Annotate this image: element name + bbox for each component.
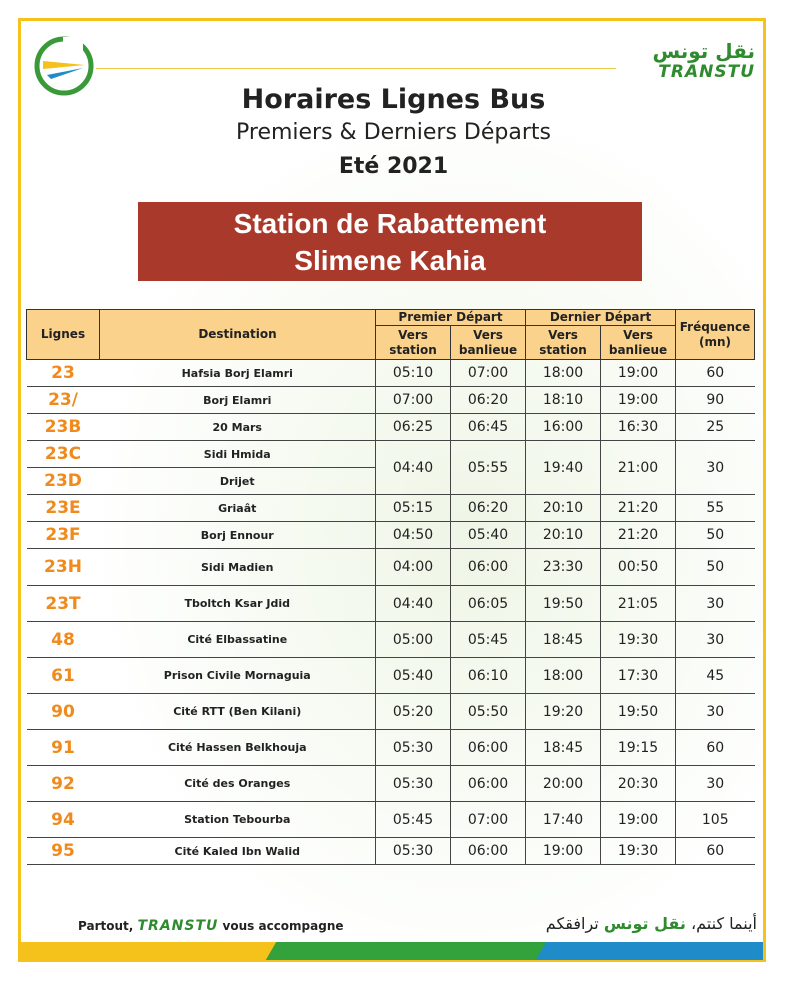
dernier-vers-station: 19:20 — [526, 694, 601, 730]
line-number: 91 — [27, 730, 100, 766]
header-vers-banlieue: Vers banlieue — [601, 326, 676, 360]
frequence: 60 — [676, 838, 755, 865]
dernier-vers-banlieue: 19:30 — [601, 622, 676, 658]
dernier-vers-banlieue: 21:20 — [601, 522, 676, 549]
dernier-vers-banlieue: 20:30 — [601, 766, 676, 802]
dernier-vers-banlieue: 21:05 — [601, 586, 676, 622]
dernier-vers-banlieue: 00:50 — [601, 549, 676, 586]
page-title: Horaires Lignes Bus — [241, 84, 546, 115]
dernier-vers-station: 19:00 — [526, 838, 601, 865]
line-number: 23T — [27, 586, 100, 622]
footer-ar-post: ترافقكم — [545, 914, 604, 933]
premier-vers-station: 05:00 — [376, 622, 451, 658]
table-row — [27, 766, 755, 802]
band-yellow — [21, 942, 281, 960]
dernier-vers-station: 18:45 — [526, 622, 601, 658]
page-subtitle: Premiers & Derniers Départs — [236, 120, 551, 145]
premier-vers-station: 07:00 — [376, 387, 451, 414]
table-row — [27, 387, 755, 414]
footer-ar-brand: نقل تونس — [603, 914, 686, 933]
dernier-vers-banlieue: 19:50 — [601, 694, 676, 730]
brand-latin: TRANSTU — [658, 62, 755, 82]
destination: Cité des Oranges — [100, 766, 376, 802]
premier-vers-banlieue: 06:00 — [451, 730, 526, 766]
destination: Prison Civile Mornaguia — [100, 658, 376, 694]
premier-vers-station: 05:10 — [376, 360, 451, 387]
dernier-vers-banlieue: 19:15 — [601, 730, 676, 766]
line-number: 23C — [27, 441, 100, 468]
line-number: 23D — [27, 468, 100, 495]
premier-vers-banlieue: 06:20 — [451, 387, 526, 414]
line-number: 90 — [27, 694, 100, 730]
table-row — [27, 441, 755, 468]
dernier-vers-station: 20:10 — [526, 495, 601, 522]
table-row — [27, 802, 755, 838]
premier-vers-station: 04:50 — [376, 522, 451, 549]
premier-vers-station: 06:25 — [376, 414, 451, 441]
color-band — [21, 942, 763, 960]
dernier-vers-station: 19:50 — [526, 586, 601, 622]
table-row — [27, 522, 755, 549]
premier-vers-station: 04:00 — [376, 549, 451, 586]
dernier-vers-banlieue: 19:00 — [601, 387, 676, 414]
destination: Hafsia Borj Elamri — [100, 360, 376, 387]
dernier-vers-station: 18:00 — [526, 360, 601, 387]
frequence: 30 — [676, 586, 755, 622]
line-number: 48 — [27, 622, 100, 658]
table-row — [27, 360, 755, 387]
table-row — [27, 586, 755, 622]
header-frequence: Fréquence (mn) — [676, 310, 755, 360]
frequence: 55 — [676, 495, 755, 522]
footer-slogan-ar — [546, 914, 757, 933]
footer-fr-post: vous accompagne — [218, 919, 344, 933]
dernier-vers-banlieue: 19:00 — [601, 360, 676, 387]
premier-vers-station: 05:20 — [376, 694, 451, 730]
premier-vers-banlieue: 06:00 — [451, 838, 526, 865]
footer-ar-pre: أينما كنتم، — [685, 914, 757, 933]
frequence: 30 — [676, 766, 755, 802]
frequence: 25 — [676, 414, 755, 441]
frequence: 60 — [676, 360, 755, 387]
premier-vers-station: 05:30 — [376, 730, 451, 766]
table-row — [27, 694, 755, 730]
table-row — [27, 549, 755, 586]
frequence: 30 — [676, 441, 755, 495]
line-number: 23F — [27, 522, 100, 549]
dernier-vers-banlieue: 19:30 — [601, 838, 676, 865]
frequence: 30 — [676, 622, 755, 658]
destination: Cité Hassen Belkhouja — [100, 730, 376, 766]
destination: Sidi Madien — [100, 549, 376, 586]
destination: Sidi Hmida — [100, 441, 376, 468]
footer-fr-pre: Partout, — [78, 919, 138, 933]
frequence: 60 — [676, 730, 755, 766]
header-lignes: Lignes — [27, 310, 100, 360]
dernier-vers-station: 17:40 — [526, 802, 601, 838]
header-vers-banlieue: Vers banlieue — [451, 326, 526, 360]
premier-vers-station: 05:30 — [376, 838, 451, 865]
header-vers-station: Vers station — [376, 326, 451, 360]
premier-vers-banlieue: 05:45 — [451, 622, 526, 658]
table-row — [27, 414, 755, 441]
line-number: 23H — [27, 549, 100, 586]
destination: Borj Ennour — [100, 522, 376, 549]
footer-fr-brand: TRANSTU — [137, 918, 219, 934]
destination: Cité Elbassatine — [100, 622, 376, 658]
premier-vers-banlieue: 06:10 — [451, 658, 526, 694]
table-row — [27, 658, 755, 694]
dernier-vers-banlieue: 21:00 — [601, 441, 676, 495]
header-rule — [96, 68, 616, 69]
brand-logo — [652, 40, 755, 82]
premier-vers-banlieue: 06:00 — [451, 549, 526, 586]
premier-vers-banlieue: 05:40 — [451, 522, 526, 549]
line-number: 61 — [27, 658, 100, 694]
frequence: 50 — [676, 522, 755, 549]
line-number: 23/ — [27, 387, 100, 414]
premier-vers-banlieue: 06:20 — [451, 495, 526, 522]
table-row — [27, 495, 755, 522]
premier-vers-station: 04:40 — [376, 441, 451, 495]
station-line-2: Slimene Kahia — [294, 245, 486, 276]
premier-vers-station: 05:30 — [376, 766, 451, 802]
line-number: 92 — [27, 766, 100, 802]
line-number: 23E — [27, 495, 100, 522]
dernier-vers-banlieue: 17:30 — [601, 658, 676, 694]
line-number: 94 — [27, 802, 100, 838]
destination: Griaât — [100, 495, 376, 522]
premier-vers-banlieue: 05:50 — [451, 694, 526, 730]
dernier-vers-station: 23:30 — [526, 549, 601, 586]
dernier-vers-station: 18:45 — [526, 730, 601, 766]
table-row — [27, 838, 755, 865]
destination: Cité Kaled Ibn Walid — [100, 838, 376, 865]
frequence: 45 — [676, 658, 755, 694]
schedule-table — [26, 309, 755, 865]
dernier-vers-station: 20:10 — [526, 522, 601, 549]
table-row — [27, 622, 755, 658]
dernier-vers-banlieue: 21:20 — [601, 495, 676, 522]
destination: Station Tebourba — [100, 802, 376, 838]
frequence: 105 — [676, 802, 755, 838]
footer-slogan-fr — [78, 918, 344, 934]
premier-vers-banlieue: 07:00 — [451, 802, 526, 838]
line-number: 95 — [27, 838, 100, 865]
premier-vers-station: 05:40 — [376, 658, 451, 694]
dernier-vers-banlieue: 19:00 — [601, 802, 676, 838]
premier-vers-station: 04:40 — [376, 586, 451, 622]
premier-vers-banlieue: 05:55 — [451, 441, 526, 495]
band-green — [266, 942, 546, 960]
premier-vers-station: 05:15 — [376, 495, 451, 522]
premier-vers-banlieue: 06:45 — [451, 414, 526, 441]
header-dernier-depart: Dernier Départ — [526, 310, 676, 326]
destination: Cité RTT (Ben Kilani) — [100, 694, 376, 730]
premier-vers-banlieue: 06:00 — [451, 766, 526, 802]
premier-vers-station: 05:45 — [376, 802, 451, 838]
destination: 20 Mars — [100, 414, 376, 441]
station-banner — [138, 202, 642, 281]
dernier-vers-station: 20:00 — [526, 766, 601, 802]
line-number: 23 — [27, 360, 100, 387]
premier-vers-banlieue: 07:00 — [451, 360, 526, 387]
header-premier-depart: Premier Départ — [376, 310, 526, 326]
premier-vers-banlieue: 06:05 — [451, 586, 526, 622]
dernier-vers-station: 16:00 — [526, 414, 601, 441]
destination: Drijet — [100, 468, 376, 495]
table-row — [27, 730, 755, 766]
frequence: 30 — [676, 694, 755, 730]
frequence: 50 — [676, 549, 755, 586]
dernier-vers-station: 18:00 — [526, 658, 601, 694]
line-number: 23B — [27, 414, 100, 441]
band-blue — [536, 942, 763, 960]
station-line-1: Station de Rabattement — [233, 208, 547, 239]
header-vers-station: Vers station — [526, 326, 601, 360]
brand-arabic: نقل تونس — [652, 39, 755, 63]
season-label: Eté 2021 — [338, 154, 449, 179]
dernier-vers-station: 19:40 — [526, 441, 601, 495]
destination: Tboltch Ksar Jdid — [100, 586, 376, 622]
dernier-vers-banlieue: 16:30 — [601, 414, 676, 441]
header-destination: Destination — [100, 310, 376, 360]
dernier-vers-station: 18:10 — [526, 387, 601, 414]
destination: Borj Elamri — [100, 387, 376, 414]
frequence: 90 — [676, 387, 755, 414]
